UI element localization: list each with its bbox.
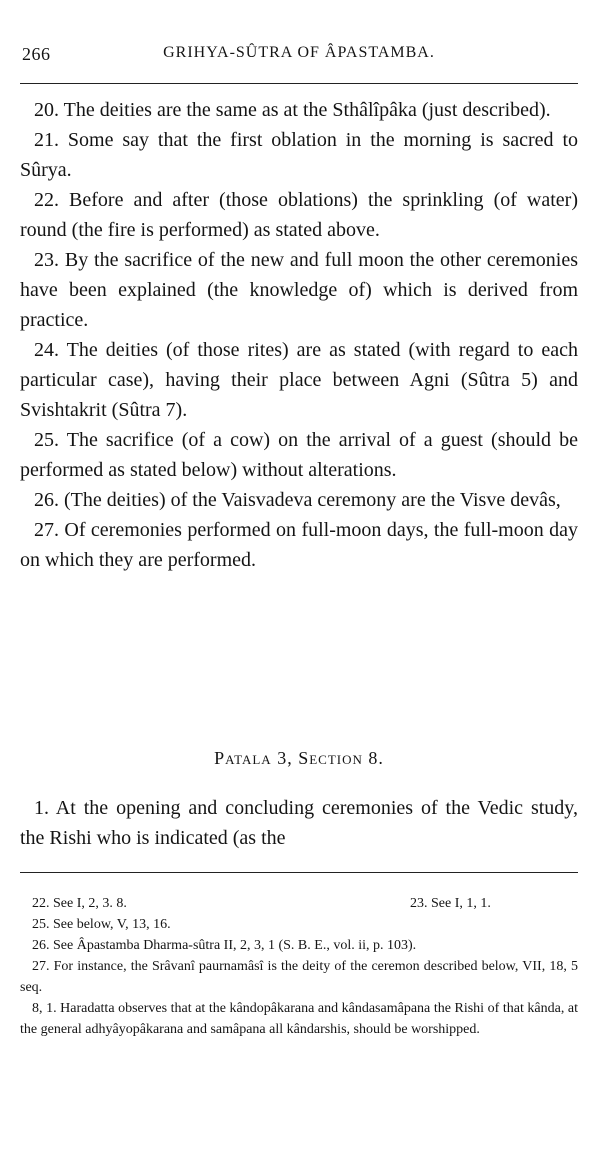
header-rule xyxy=(20,83,578,84)
paragraph-sutra-21: 21. Some say that the first oblation in the morning is sacred to Sûrya. xyxy=(20,129,578,181)
footnote-8-1: 8, 1. Haradatta observes that at the kândopâkarana and kândasamâpana the Rishi of that kânda, at the general adhyâyopâkarana and samâpana all kândarshis, should be worshipped. xyxy=(20,1001,578,1037)
paragraph-sutra-25: 25. The sacrifice (of a cow) on the arrival of a guest (should be performed as stated below) without alterations. xyxy=(20,429,578,481)
paragraph-sutra-26: 26. (The deities) of the Vaisvadeva ceremony are the Visve devâs, xyxy=(34,489,561,511)
running-header xyxy=(20,44,578,68)
section-text xyxy=(20,793,578,853)
footnote-25: 25. See below, V, 13, 16. xyxy=(32,917,171,932)
footnotes xyxy=(20,893,578,1040)
section-heading: Patala 3, Section 8. xyxy=(214,748,384,768)
paragraph-section-8-sutra-1: 1. At the opening and concluding ceremonies of the Vedic study, the Rishi who is indicated (as the xyxy=(20,797,578,849)
footnote-row xyxy=(20,893,578,914)
paragraph-sutra-24: 24. The deities (of those rites) are as stated (with regard to each particular case), having their place between Agni (Sûtra 5) and Svishtakrit (Sûtra 7). xyxy=(20,339,578,421)
footnote-22: 22. See I, 2, 3. 8. xyxy=(32,896,127,911)
footnote-23: 23. See I, 1, 1. xyxy=(410,896,491,911)
paragraph-sutra-22: 22. Before and after (those oblations) the sprinkling (of water) round (the fire is performed) as stated above. xyxy=(20,189,578,241)
page-number: 266 xyxy=(22,44,51,64)
footnote-rule xyxy=(20,872,578,873)
paragraph-sutra-20: 20. The deities are the same as at the Sthâlîpâka (just described). xyxy=(34,99,551,121)
footnote-27: 27. For instance, the Srâvanî paurnamâsî is the deity of the ceremon described below, VII, 18, 5 seq. xyxy=(20,959,578,995)
running-title: GRIHYA-SÛTRA OF ÂPASTAMBA. xyxy=(163,44,435,61)
paragraph-sutra-23: 23. By the sacrifice of the new and full moon the other ceremonies have been explained (the knowledge of) which is derived from practice. xyxy=(20,249,578,331)
paragraph-sutra-27: 27. Of ceremonies performed on full-moon days, the full-moon day on which they are performed. xyxy=(20,519,578,571)
main-text xyxy=(20,95,578,575)
footnote-26: 26. See Âpastamba Dharma-sûtra II, 2, 3, 1 (S. B. E., vol. ii, p. 103). xyxy=(32,938,417,953)
